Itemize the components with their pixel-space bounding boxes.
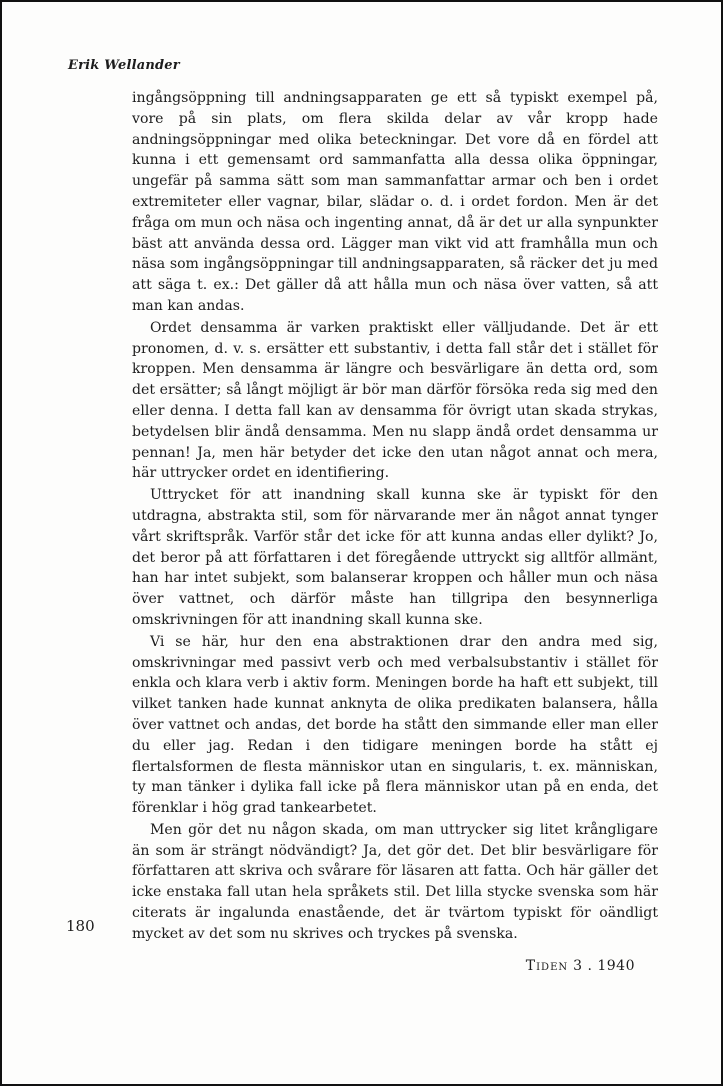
paragraph: ingångsöppning till andningsapparaten ge ett så typiskt exempel på, vore på sin plats, om flera skilda delar av vår kropp hade andningsöppningar med olika beteckningar. Det vore då en fördel att kunna i ett gemensamt ord sammanfatta alla dessa olika öppningar, ungefär på samma sätt som man sammanfattar armar och ben i ordet extremiteter eller vagnar, bilar, slädar o. d. i ordet fordon. Men är det fråga om mun och näsa och ingenting annat, då är det ur alla synpunkter bäst att använda dessa ord. Lägger man vikt vid att framhålla mun och näsa som ingångsöppningar till andningsapparaten, så räcker det ju med att säga t. ex.: Det gäller då att hålla mun och näsa över vatten, så att man kan andas. [132,90,658,314]
paragraph: Ordet densamma är varken praktiskt eller välljudande. Det är ett pronomen, d. v. s. ersätter ett substantiv, i detta fall står det i stället för kroppen. Men densamma är längre och besvärligare än detta ord, som det ersätter; så långt möjligt är bör man därför försöka reda sig med den eller denna. I detta fall kan av densamma för övrigt utan skada strykas, betydelsen blir ändå densamma. Men nu slapp ändå ordet densamma ur pennan! Ja, men här betyder det icke den utan något annat och mera, här uttrycker ordet en identifiering. [132,319,658,482]
page-number: 180 [66,917,95,935]
paragraph: Men gör det nu någon skada, om man uttrycker sig litet krångligare än som är strängt nödvändigt? Ja, det gör det. Det blir besvärligare för författaren att skriva och svårare för läsaren att fatta. Och här gäller det icke enstaka fall utan hela språkets stil. Det lilla stycke svenska som här citerats är ingalunda enastående, det är tvärtom typiskt för oändligt mycket av det som nu skrives och tryckes på svenska. [132,821,658,942]
paragraph: Uttrycket för att inandning skall kunna ske är typiskt för den utdragna, abstrakta stil, som för närvarande mer än något annat tynger vårt skriftspråk. Varför står det icke för att kunna andas eller dylikt? Jo, det beror på att författaren i det föregående uttryckt sig alltför allmänt, han har intet subjekt, som balanserar kroppen och håller mun och näsa över vattnet, och därför måste han tillgripa den besynnerliga omskrivningen för att inandning skall kunna ske. [132,487,658,628]
journal-footer [526,958,635,974]
paragraph: Vi se här, hur den ena abstraktionen drar den andra med sig, omskrivningar med passivt verb och med verbalsubstantiv i stället för enkla och klara verb i aktiv form. Meningen borde ha haft ett subjekt, till vilket tanken hade kunnat anknyta de olika predikaten balansera, hålla över vattnet och andas, det borde ha stått den simmande eller man eller du eller jag. Redan i den tidigare meningen borde ha stått ej flertalsformen de flesta människor utan en singularis, t. ex. människan, ty man tänker i dylika fall icke på flera människor utan på en enda, det förenklar i hög grad tankearbetet. [132,633,658,817]
body-text [132,88,658,945]
journal-issue: 3 [573,958,583,974]
running-head-author: Erik Wellander [68,58,180,73]
journal-year: 1940 [597,958,635,974]
footer-separator: . [587,958,593,974]
journal-name: Tiden [525,958,569,974]
